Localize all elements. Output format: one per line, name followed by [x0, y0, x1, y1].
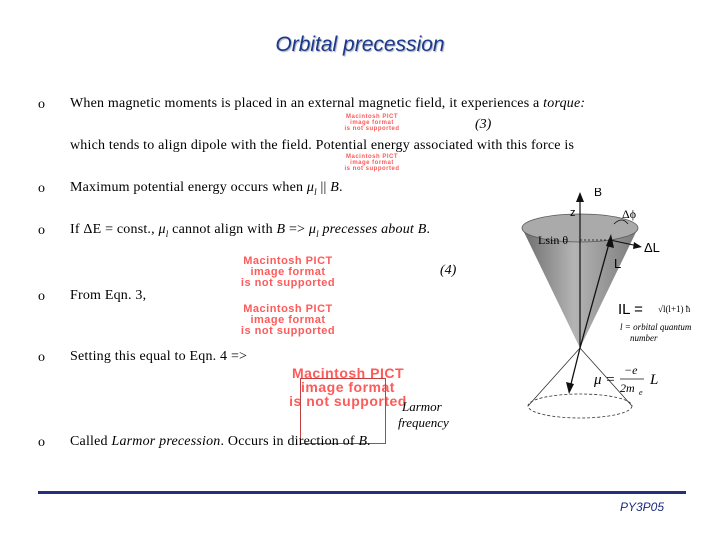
precession-cone-diagram	[510, 188, 715, 428]
mu-equation-label: μ =	[594, 372, 616, 388]
bullet-marker: o	[38, 223, 45, 238]
mu-numerator: −e	[624, 363, 638, 377]
bullet-marker: o	[38, 181, 45, 196]
pict-line: Macintosh PICT	[345, 114, 398, 120]
pict-line: is not supported	[240, 277, 336, 289]
Lsin-theta-label: Lsin θ	[538, 233, 569, 247]
bullet-3-text	[70, 222, 430, 239]
pict-placeholder-4	[200, 304, 376, 337]
bullet-marker: o	[38, 289, 45, 304]
mu-subscript: l	[165, 228, 169, 239]
z-axis-label: z	[570, 207, 576, 219]
pict-line: Macintosh PICT	[243, 255, 333, 267]
bullet-1-text	[70, 96, 585, 112]
bullet-2-text	[70, 180, 343, 197]
l-definition-line2: number	[630, 333, 658, 343]
IL-label: IL =	[618, 301, 643, 318]
B-symbol: B	[330, 180, 340, 195]
bullet-marker: o	[38, 97, 45, 112]
B-symbol: B	[276, 222, 286, 237]
bullet-5-text: Setting this equal to Eqn. 4 =>	[70, 349, 248, 364]
larmor-word: Larmor	[402, 399, 442, 414]
pict-line: Macintosh PICT	[243, 303, 333, 315]
pict-line: is not supported	[344, 166, 400, 172]
pict-placeholder-2	[340, 154, 404, 172]
pict-placeholder-1	[340, 114, 404, 132]
pict-line: is not supported	[344, 126, 400, 132]
IL-value: √l(l+1) ħ	[658, 304, 691, 314]
delta-L-label: ΔL	[644, 240, 660, 255]
B-axis-label: B	[594, 188, 603, 199]
equation-4-number: (4)	[440, 263, 457, 278]
lower-cone-rim	[528, 394, 632, 418]
mu-subscript: l	[314, 186, 317, 197]
pict-line: image format	[250, 314, 326, 326]
pict-line: image format	[250, 266, 326, 278]
implies-arrow: =>	[285, 222, 309, 237]
equation-3-number: (3)	[475, 117, 492, 132]
pict-line: image format	[350, 120, 394, 126]
pict-line: is not supported	[240, 325, 336, 337]
pict-placeholder-3	[200, 256, 376, 289]
B-symbol: B	[417, 222, 427, 237]
parallel-symbol: ||	[316, 180, 331, 195]
bullet-marker: o	[38, 435, 45, 450]
delta-phi-label: Δϕ	[622, 207, 637, 221]
B-symbol: B.	[358, 434, 371, 449]
larmor-frequency-label	[398, 399, 449, 432]
bullet-1-continuation: which tends to align dipole with the field. Potential energy associated with this force is	[70, 138, 575, 153]
pict-line: is not supported	[289, 393, 407, 409]
mu-symbol: μ	[308, 222, 317, 237]
bullet-1-emphasis: torque:	[543, 96, 586, 111]
footer-divider	[38, 491, 686, 494]
mu-denominator: 2m	[620, 381, 635, 395]
bullet-6-text	[70, 434, 371, 450]
period: .	[426, 222, 431, 237]
larmor-precession-term: Larmor precession	[111, 434, 221, 449]
pict-line: Macintosh PICT	[291, 365, 404, 381]
frequency-word: frequency	[398, 415, 449, 431]
bullet-1-main: When magnetic moments is placed in an external magnetic field, it experiences a	[70, 96, 544, 111]
bullet-6-after: . Occurs in direction of	[220, 434, 359, 449]
page-title: Orbital precession	[275, 33, 445, 56]
mu-subscript: l	[316, 228, 319, 239]
bullet-2-main: Maximum potential energy occurs when	[70, 180, 307, 195]
period: .	[339, 180, 343, 195]
bullet-3-tail: precesses about	[318, 222, 418, 237]
bullet-6-main: Called	[70, 434, 112, 449]
bullet-3-main: If ΔE = const.,	[70, 222, 159, 237]
pict-line: image format	[301, 379, 395, 395]
L-label: L	[614, 256, 622, 271]
z-axis-arrowhead	[576, 192, 584, 202]
mu-denominator-subscript: e	[639, 388, 643, 397]
pict-line: image format	[350, 160, 394, 166]
l-definition: l = orbital quantum	[620, 322, 692, 332]
delta-L-arrowhead	[633, 242, 642, 249]
bullet-4-text: From Eqn. 3,	[70, 288, 147, 303]
pict-line: Macintosh PICT	[345, 154, 398, 160]
bullet-3-mid: cannot align with	[168, 222, 277, 237]
mu-symbol: μ	[158, 222, 166, 237]
mu-equation-L: L	[650, 372, 659, 388]
mu-symbol: μ	[306, 180, 315, 195]
bullet-marker: o	[38, 350, 45, 365]
mu-vector-arrowhead	[566, 382, 574, 394]
footer-course-code: PY3P05	[620, 500, 665, 514]
